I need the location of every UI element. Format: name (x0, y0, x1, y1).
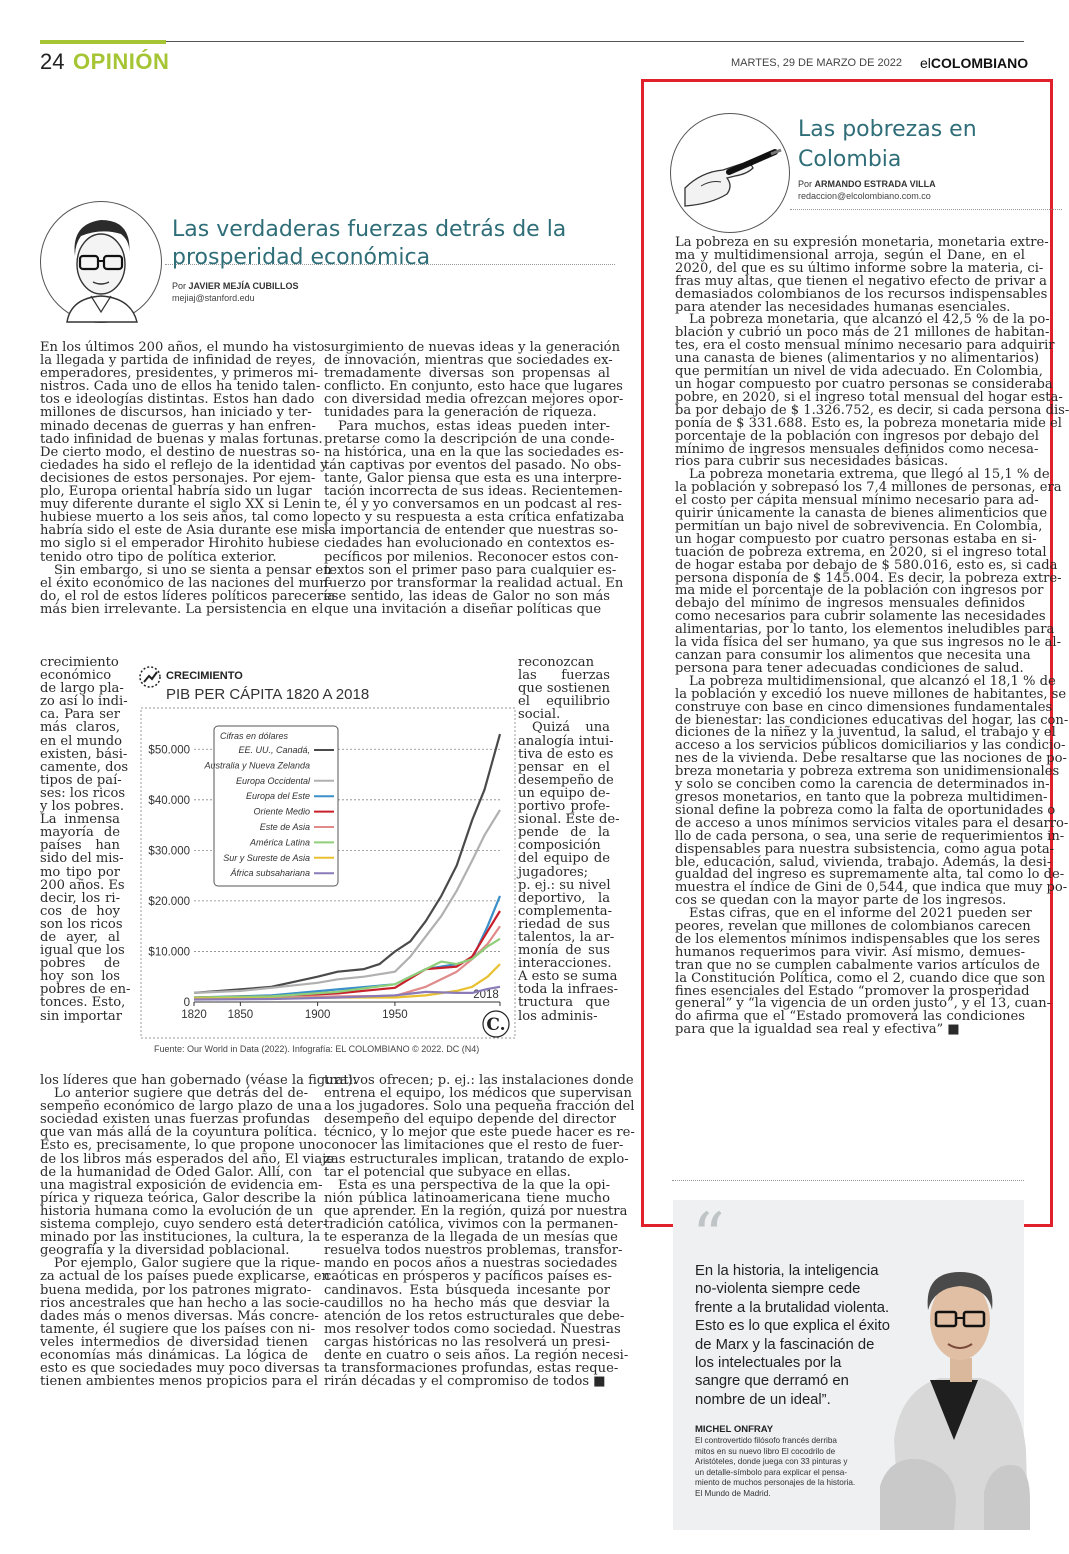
article-right-title (798, 115, 1038, 175)
header-rule (166, 41, 1024, 42)
c2top-line: ciedades han evolucionado en contextos es- (324, 536, 615, 552)
c1narrow-line: crecimiento (40, 655, 119, 670)
c2bottom-line: rirán décadas y el compromiso de todos ■ (324, 1374, 606, 1390)
c1top-line: plo, Europa oriental habría sido un lugar (40, 484, 312, 500)
quote-author: MICHEL ONFRAY (695, 1424, 774, 1435)
c2bottom-line: zas estructurales implican, tratando de explo- (324, 1151, 629, 1167)
c2narrow-line: p. ej.: su nivel (518, 877, 611, 893)
legend-label: Europa del Este (245, 791, 310, 802)
series-line-3 (194, 911, 500, 998)
c3-line: para que la igualdad sea real y efectiva” ■ (675, 1022, 960, 1038)
quote-desc-line: El controvertido filósofo francés derriba (695, 1436, 837, 1445)
c3-line: general” y “la vigencia de un orden justo”, y el 13, cuan- (675, 996, 1052, 1012)
c2bottom-line: caudillos no ha hecho más que desviar la (324, 1295, 610, 1311)
c1top-line: habría sido el este de Asia durante ese mis- (40, 523, 330, 539)
c3-line: breza monetaria y pobreza extrema son unidimensionales (675, 764, 1060, 780)
c3-line: tran que no se cumplen cabalmente varios artículos de (675, 957, 1040, 973)
c2top-line: con diversidad media ofrezcan mejores opor- (324, 392, 624, 408)
c3-line: como necesarios para cubrir solamente las necesidades (675, 609, 1046, 625)
c3-line: sional define la pobreza como la falta de oportunidades o (675, 802, 1056, 818)
byline-right (798, 179, 936, 189)
c2narrow-line: pende de la (518, 825, 610, 841)
c2narrow-line: complementa- (518, 903, 613, 919)
gdp-per-capita-chart (140, 664, 516, 1056)
y-tick-label: $40.000 (148, 794, 190, 807)
c3-line: construye con base en cinco dimensiones fundamentales (675, 699, 1053, 715)
c1narrow-line: mo tipo por (40, 864, 120, 880)
masthead-name: COLOMBIANO (930, 55, 1029, 71)
c3-line: fines esenciales del Estado “promover la prosperidad (675, 983, 1030, 999)
c2bottom-line: atención de los retos estructurales que debe- (324, 1308, 625, 1324)
c3-line: blación y cubrió un poco más de 21 millones de habitan- (675, 325, 1050, 341)
quote-line: Esto es lo que explica el éxito (695, 1318, 890, 1335)
c3-line: Estas cifras, que en el informe del 2021 pueden ser (689, 906, 1032, 922)
c2top-line: que una invitación a diseñar políticas que (324, 601, 602, 617)
article-end-dotted-rule (672, 1180, 1024, 1181)
c1narrow-line: igual que los (40, 943, 125, 959)
c1narrow-line: más claros, (40, 720, 120, 736)
c1top-line: tado infinidad de buenas y malas fortunas. (40, 431, 323, 447)
c3-line: rios para cubrir sus necesidades básicas. (675, 454, 949, 470)
c2bottom-line: candinavos. Esta búsqueda incesante por (324, 1282, 610, 1298)
c1bottom-line: za actual de los países puede explicarse, en (40, 1269, 330, 1285)
c3-line: fras muy altas, que tienen el negativo efecto de privar a (675, 273, 1047, 289)
c1top-line: do, el rol de estos líderes políticos parecería (40, 588, 336, 604)
quote-desc-line: miento de muchos personajes de la historia. (695, 1478, 856, 1488)
column2-top (324, 340, 625, 617)
c1top-line: muy diferente durante el siglo XX si Lenin (40, 497, 321, 513)
c3-line: 2020, del que es su último informe sobre la materia, ci- (675, 260, 1044, 276)
c2top-line: tación incorrecta de sus ideas. Recientemen- (324, 484, 623, 500)
y-tick-label: $10.000 (148, 946, 190, 959)
quote-line: no-violenta siempre cede (695, 1281, 861, 1298)
c1narrow-line: 200 años. Es (40, 877, 125, 893)
c1narrow-line: económico (40, 668, 112, 684)
c1narrow-line: ca. Para ser (40, 707, 120, 723)
c1top-line: hubiese muerto a los seis años, tal como lo (40, 510, 325, 526)
c2bottom-line: cargas históricas no las resolverá un presi- (324, 1334, 610, 1350)
quote-line: nombre de un ideal”. (695, 1391, 831, 1408)
author-right-name: ARMANDO ESTRADA VILLA (814, 179, 936, 189)
c2bottom-line: te esperanza de la llegada de un mesías que (324, 1230, 618, 1246)
c2narrow-line: tructura que (518, 995, 610, 1011)
c2bottom-line: conocer las limitaciones que el resto de fuer- (324, 1138, 624, 1154)
quote-line: los intelectuales por la (695, 1355, 842, 1372)
c2narrow-line: desempeño de (518, 772, 614, 788)
c1narrow-line: países han (40, 838, 120, 854)
c1narrow-line: hoy son los (40, 969, 120, 985)
legend-label: Oriente Medio (253, 806, 310, 817)
c2narrow-line: monía de sus (518, 943, 610, 959)
c1bottom-line: de los libros más esperados del año, El viaje (40, 1151, 334, 1167)
section-color-bar (40, 40, 166, 44)
c1narrow-line: son los ricos (40, 916, 123, 932)
c1narrow-line: en el mundo (40, 733, 122, 749)
masthead-logo (920, 55, 1028, 71)
c2narrow-line: pensar en el (518, 759, 610, 775)
byline-right-prefix: Por (798, 179, 815, 189)
c1bottom-line: buena medida, por los patrones migrato- (40, 1282, 312, 1298)
c2top-line: te, él y yo conversamos en un podcast al res- (324, 497, 622, 513)
article-title-line2: prosperidad económica (172, 245, 431, 270)
c2narrow-line: A esto se suma (518, 969, 618, 985)
c3-line: de acceso a unos mínimos servicios vitales para el desarro- (675, 815, 1069, 831)
c3-line: demasiados colombianos de los recursos indispensables (675, 286, 1048, 302)
c2narrow-line: que sostienen (518, 681, 610, 697)
author-email: mejiaj@stanford.edu (172, 293, 255, 303)
c2narrow-line: riedad de sus (518, 916, 610, 932)
elcolombiano-logo-letter: C. (486, 1015, 506, 1035)
c2bottom-line: Esta es una perspectiva de la que la opi- (338, 1177, 610, 1193)
author-portrait-illustration (40, 201, 162, 323)
y-tick-label: $50.000 (148, 744, 190, 757)
c2top-line: tante, Galor piensa que esta es una interpre- (324, 470, 622, 486)
c1narrow-line: sin importar (40, 1008, 122, 1024)
c1bottom-line: rios ancestrales que han hecho a las socie- (40, 1295, 325, 1311)
c2bottom-line: dente en cuatro o seis años. La región necesi- (324, 1347, 629, 1363)
column1-narrow (40, 655, 131, 1024)
c3-line: La pobreza multidimensional, que alcanzó el 18,1 % de (689, 673, 1056, 689)
c2narrow-line: el equilibrio (518, 694, 610, 710)
c3-line: muestra el índice de Gini de 0,544, que indica que muy po- (675, 880, 1068, 896)
byline-prefix: Por (172, 281, 189, 291)
y-tick-label: 0 (183, 997, 190, 1009)
c1top-line: más bien irrelevante. La persistencia en el (40, 601, 324, 617)
c3-line: dispensables para nuestra subsistencia, como agua pota- (675, 841, 1055, 857)
column1-bottom (40, 1073, 357, 1390)
legend-label: América Latina (249, 837, 310, 848)
c3-line: La pobreza monetaria, que alcanzó el 42,5 % de la po- (689, 312, 1050, 328)
c3-line: la vida física del ser humano, ya que sus ingresos no le al- (675, 635, 1062, 651)
legend-label: Australia y Nueva Zelanda (204, 760, 310, 771)
c3-line: debajo del mínimo de ingresos mensuales definidos (675, 596, 1025, 612)
c2top-line: de innovación, mientras que sociedades ex- (324, 353, 613, 369)
c1bottom-line: sistema complejo, cuyo sendero está deter- (40, 1217, 328, 1233)
legend-label: Sur y Sureste de Asia (223, 852, 310, 863)
c1narrow-line: pobres de (40, 956, 120, 972)
c3-line: persona disponía de $ 145.004. Es decir, la pobreza extre- (675, 570, 1062, 586)
c3-line: de bienestar: las condiciones educativas del hogar, las con- (675, 712, 1069, 728)
x-tick-label: 1900 (304, 1009, 331, 1021)
article-title (172, 216, 592, 272)
c1narrow-line: cos de hoy (40, 903, 120, 919)
c1narrow-line: La inmensa (40, 812, 120, 828)
c2narrow-line: las fuerzas (518, 668, 610, 684)
quote-line: frente a la brutalidad violenta. (695, 1299, 890, 1316)
series-line-4 (194, 926, 500, 997)
c2narrow-line: analogía intui- (518, 733, 614, 749)
c2narrow-line: tiva de esto es (518, 746, 614, 762)
c1narrow-line: zo así lo indi- (40, 694, 128, 710)
c1narrow-line: existen, bási- (40, 746, 128, 762)
c2top-line: surgimiento de nuevas ideas y la generación (324, 340, 621, 355)
quote-line: de Marx y la fascinación de (695, 1336, 875, 1353)
article-right-title-line2: Colombia (798, 147, 902, 172)
c3-line: La pobreza monetaria extrema, que llegó al 15,1 % de (689, 467, 1050, 483)
c3-line: ba por debajo de $ 1.326.752, es decir, si cada persona dis- (675, 402, 1069, 418)
author-right-email: redaccion@elcolombiano.com.co (798, 191, 931, 201)
c3-line: gualdad del ingreso es supremamente alta, tal como lo de- (675, 867, 1065, 883)
c2top-line: pecíficos por milenios. Reconocer estos con- (324, 549, 619, 565)
c3-line: diciones de la niñez y la juventud, la salud, el trabajo y el (675, 725, 1056, 741)
x-tick-label: 1950 (382, 1009, 408, 1021)
c2narrow-line: social. (518, 707, 561, 723)
c1top-line: De cierto modo, el destino de nuestras so- (40, 444, 320, 460)
legend-label: EE. UU., Canadá, (238, 745, 310, 755)
c2top-line: conflicto. En conjunto, esto hace que lugares (324, 379, 623, 395)
c3-line: gresos monetarios, en tanto que la pobreza multidimen- (675, 789, 1048, 805)
legend-title: Cifras en dólares (220, 731, 289, 741)
c1bottom-line: los líderes que han gobernado (véase la figura). (40, 1073, 357, 1088)
c1bottom-line: esto es que sociedades muy poco diversas (40, 1361, 320, 1377)
c1bottom-line: que van más allá de la coyuntura política. (40, 1125, 318, 1141)
column2-narrow (518, 655, 620, 1024)
c3-line: ponía de $ 331.688. Esto es, la pobreza monetaria mide el (675, 415, 1062, 431)
c3-line: la población y sobrepasó los 7,4 millones de personas, era (675, 480, 1062, 496)
c1bottom-line: Lo anterior sugiere que detrás del de- (54, 1086, 308, 1102)
c3-line: do afirma que el “Estado promoverá las condiciones (675, 1009, 1025, 1025)
c2narrow-line: interacciones. (518, 956, 612, 972)
growth-arrow-icon (144, 672, 157, 682)
c3-line: tuación de pobreza extrema, en 2020, si el ingreso total (675, 544, 1047, 560)
x-tick-label: 1850 (227, 1009, 254, 1021)
c1bottom-line: minado por las instituciones, la cultura, la (40, 1230, 321, 1246)
author-name: JAVIER MEJÍA CUBILLOS (188, 281, 299, 291)
section-name: OPINIÓN (73, 49, 170, 74)
c3-line: cos se quedan con la mayor parte de los ingresos. (675, 893, 1007, 909)
c1narrow-line: camente, dos (40, 759, 129, 775)
hand-pen-illustration (670, 113, 790, 233)
c1bottom-line: tienen ambientes menos propicios para el (40, 1374, 318, 1390)
c1bottom-line: una magistral exposición de evidencia em- (40, 1177, 323, 1193)
column1-top (40, 340, 336, 617)
chart-kicker: CRECIMIENTO (166, 670, 243, 682)
c1narrow-line: de largo pla- (40, 681, 124, 697)
c1narrow-line: tipos de paí- (40, 772, 122, 788)
c2top-line: pecto y su respuesta a esta crítica enfatizaba (324, 510, 625, 526)
c3-line: peores, revelan que millones de colombianos carecen (675, 919, 1031, 935)
x-tick-label: 2018 (473, 989, 499, 1001)
c3-line: tes, era el costo mensual mínimo necesario para adquirir (675, 338, 1055, 354)
c2narrow-line: un equipo de- (518, 785, 610, 801)
c2narrow-line: talentos, la ar- (518, 929, 615, 945)
c2top-line: tunidades para la generación de riqueza. (324, 405, 597, 421)
series-line-2 (194, 896, 500, 998)
c1narrow-line: sido del mis- (40, 851, 124, 867)
quote-desc-line: un detalle-símbolo para explicar el pensa- (695, 1467, 848, 1477)
quote-mark: “ (692, 1200, 725, 1274)
x-tick-label: 1820 (181, 1009, 207, 1021)
c3-line: nes de la vivienda. Debe resaltarse que las nociones de po- (675, 751, 1067, 767)
y-tick-label: $20.000 (148, 895, 190, 908)
legend-label: Europa Occidental (235, 775, 310, 786)
c3-line: La pobreza en su expresión monetaria, monetaria extre- (675, 235, 1049, 250)
c2top-line: fuerzo por transformar la realidad actual. En (324, 575, 624, 591)
c2bottom-line: mos resolver todos como sociedad. Nuestras (324, 1321, 621, 1337)
c2top-line: Para muchos, estas ideas pueden inter- (338, 418, 610, 434)
c2top-line: pretarse como la descripción de una conde- (324, 431, 615, 447)
quote-desc-line: mitos en su nuevo libro El cocodrilo de (695, 1446, 836, 1456)
c2bottom-line: que aprender. En la región, quizá por nuestra (324, 1203, 628, 1219)
c2top-line: na histórica, una en la que las sociedades es- (324, 444, 624, 460)
c3-line: persona para tener adecuadas condiciones de salud. (675, 660, 1024, 676)
c1bottom-line: sociedad existen unas fuerzas profundas (40, 1112, 310, 1128)
c2bottom-line: entrena el equipo, los médicos que supervisan (324, 1086, 632, 1102)
legend-label: Este de Asia (259, 822, 310, 832)
c2bottom-line: a los jugadores. Solo una pequeña fracción del (324, 1099, 635, 1115)
c1narrow-line: ses: los ricos (40, 785, 126, 801)
c2top-line: textos son el primer paso para cualquier es- (324, 562, 617, 578)
c3-line: porcentaje de la población con ingresos por debajo del (675, 428, 1039, 444)
quote-desc-line: Aristóteles, donde juega con 33 pinturas y (695, 1457, 848, 1467)
chart-source: Fuente: Our World in Data (2022). Infografía: EL COLOMBIANO © 2022. DC (N4) (154, 1044, 480, 1054)
c3-line: canzan para consumir los alimentos que necesita una (675, 648, 1031, 663)
c3-line: un hogar compuesto por cuatro personas estaba en si- (675, 531, 1037, 547)
column2-bottom (324, 1073, 635, 1390)
c3-line: permitían un bajo nivel de sobrevivencia. En Colombia, (675, 518, 1043, 534)
c3-line: llo de cada persona, o sea, una serie de requerimientos in- (675, 828, 1065, 844)
c1narrow-line: y los pobres. (40, 799, 125, 815)
article-right-body (675, 235, 1069, 1038)
c2bottom-line: desempeño del equipo depende del director (324, 1112, 617, 1128)
c3-line: ma y multidimensional arroja, según el Dane, en el (675, 247, 1025, 263)
c2bottom-line: resuelva todos nuestros problemas, transfor- (324, 1243, 623, 1259)
c1top-line: mo siglo si el emperador Hirohito hubiese (40, 536, 320, 552)
c2top-line: ese sentido, las ideas de Galor no son más (324, 588, 610, 604)
c1bottom-line: pírica y riqueza teórica, Galor describe la (40, 1190, 317, 1206)
c2narrow-line: portivo profe- (518, 799, 610, 815)
c2top-line: tán captivas por eventos del pasado. No obs- (324, 457, 622, 473)
c2bottom-line: técnico, y lo mejor que este puede hacer es re- (324, 1125, 635, 1141)
c1top-line: tenido otro tipo de política exterior. (40, 549, 277, 565)
c1bottom-line: geografía y la diversidad poblacional. (40, 1243, 290, 1259)
c1top-line: el éxito económico de las naciones del mun- (40, 575, 333, 591)
c3-line: de hogar estaba por debajo de $ 580.016, esto es, si cada (675, 557, 1058, 573)
c2bottom-line: caóticas en prósperos y pacíficos países es- (324, 1269, 612, 1285)
c3-line: mínimo de ingresos mensuales definidos como necesa- (675, 441, 1039, 457)
c2narrow-line: Quizá una (532, 720, 610, 736)
c2narrow-line: del equipo de (518, 851, 610, 867)
c1top-line: decisiones de estos personajes. Por ejem- (40, 470, 316, 486)
c1narrow-line: tonces. Esto, (40, 995, 126, 1011)
quote-author-photo (880, 1240, 1030, 1530)
c1top-line: ciedades ha sido el reflejo de la identidad y (40, 457, 328, 473)
c1bottom-line: sempeño económico de largo plazo de una (40, 1099, 323, 1115)
c2bottom-line: nión pública latinoamericana tiene mucho (324, 1190, 610, 1206)
c3-line: una canasta de bienes (alimentarios y no alimentarios) (675, 351, 1040, 367)
c3-line: humanos requerimos para vivir. Así mismo, demues- (675, 944, 1025, 960)
c3-line: acceso a los servicios públicos domiciliarios y las condicio- (675, 738, 1066, 754)
c2bottom-line: tar el potencial que subyace en ellas. (324, 1164, 571, 1180)
c2narrow-line: sional. Este de- (518, 812, 620, 828)
c1bottom-line: Por ejemplo, Galor sugiere que la rique- (54, 1256, 321, 1272)
dateline: MARTES, 29 DE MARZO DE 2022 (731, 57, 902, 69)
c2narrow-line: composición (518, 838, 601, 854)
c3-line: para atender las necesidades humanas esenciales. (675, 299, 1011, 315)
c2bottom-line: ta transformaciones profundas, estas reque- (324, 1361, 619, 1377)
c2bottom-line: tradición católica, vivimos con la permanen- (324, 1217, 618, 1233)
c3-line: un hogar compuesto por cuatro personas se consideraba (675, 376, 1053, 392)
c2narrow-line: los adminis- (518, 1008, 598, 1024)
c2narrow-line: deportivo, la (518, 890, 610, 906)
page-number: 24 (40, 49, 65, 74)
c1bottom-line: economías más dinámicas. La lógica de (40, 1347, 308, 1363)
c1narrow-line: decir, los ri- (40, 890, 120, 906)
c1bottom-line: historia humana como la evolución de un (40, 1203, 314, 1219)
c1bottom-line: de la humanidad de Oded Galor. Allí, con (40, 1164, 313, 1180)
c2top-line: la importancia de entender que nuestras so- (324, 523, 619, 539)
c3-line: el costo per cápita mensual mínimo necesario para ad- (675, 493, 1039, 509)
c1top-line: En los últimos 200 años, el mundo ha visto (40, 340, 325, 355)
c2bottom-line: trativos ofrecen; p. ej.: las instalaciones donde (324, 1073, 634, 1088)
c1narrow-line: de ayer, al (40, 929, 120, 945)
c3-line: que permitían un nivel de vida adecuado. En Colombia, (675, 364, 1043, 380)
c1bottom-line: veles intermedios de diversidad tienen (40, 1334, 308, 1350)
masthead-prefix: el (920, 55, 931, 71)
c3-line: ble, educación, salud, vivienda, trabajo. Además, la desi- (675, 854, 1052, 870)
c2top-line: tremadamente diversas son propensas al (324, 366, 610, 382)
quote-line: En la historia, la inteligencia (695, 1263, 879, 1279)
c1bottom-line: tamente, él sugiere que los países con ni- (40, 1321, 316, 1337)
c2narrow-line: reconozcan (518, 655, 595, 670)
c2bottom-line: mando en pocos años a nuestras sociedades (324, 1256, 618, 1272)
quote-line: sangre que derramó en (695, 1373, 849, 1390)
c1narrow-line: pobres de en- (40, 982, 131, 998)
c3-line: la Constitución Política, como el 2, cuando dice que son (675, 970, 1046, 986)
c3-line: y solo se conciben como la carencia de determinados in- (675, 777, 1050, 793)
c1top-line: millones de discursos, han iniciado y ter- (40, 405, 312, 421)
c1top-line: tos e ideologías distintas. Estos han dado (40, 392, 315, 408)
y-tick-label: $30.000 (148, 845, 190, 858)
c3-line: alimentarias, por lo tanto, los elementos ineludibles para (675, 622, 1055, 638)
article-title-line1: Las verdaderas fuerzas detrás de la (172, 217, 567, 242)
article-right-title-line1: Las pobrezas en (798, 117, 977, 142)
c3-line: la población y excedió los nueve millones de habitantes, se (675, 686, 1067, 702)
c1top-line: emperadores, presidentes, y primeros mi- (40, 366, 319, 382)
c1top-line: minado decenas de guerras y han enfren- (40, 418, 316, 434)
legend-label: África subsahariana (230, 868, 310, 879)
c2narrow-line: toda la infraes- (518, 982, 619, 998)
chart-title: PIB PER CÁPITA 1820 A 2018 (166, 686, 370, 703)
c3-line: de los elementos mínimos indispensables que los seres (675, 931, 1041, 947)
c2narrow-line: jugadores; (518, 864, 589, 880)
c1top-line: Sin embargo, si uno se sienta a pensar en (54, 562, 332, 578)
c3-line: quirir únicamente la canasta de bienes alimenticios que (675, 506, 1048, 522)
c3-line: ma mide el porcentaje de la población con ingresos por (675, 583, 1044, 599)
quote-desc-line: El Mundo de Madrid. (695, 1488, 771, 1498)
c1narrow-line: mayoría de (40, 825, 120, 841)
byline (172, 281, 299, 291)
c1top-line: la llegada y partida de infinidad de reyes, (40, 353, 316, 369)
title-right-dotted-rule (790, 209, 1062, 210)
c1top-line: nistros. Cada uno de ellos ha tenido talen- (40, 379, 321, 395)
c1bottom-line: Esto es, precisamente, lo que propone uno (40, 1138, 324, 1154)
c3-line: pobre, en 2020, si el ingreso total mensual del hogar esta- (675, 389, 1063, 405)
c1bottom-line: dades más o menos diversas. Más concre- (40, 1308, 319, 1324)
